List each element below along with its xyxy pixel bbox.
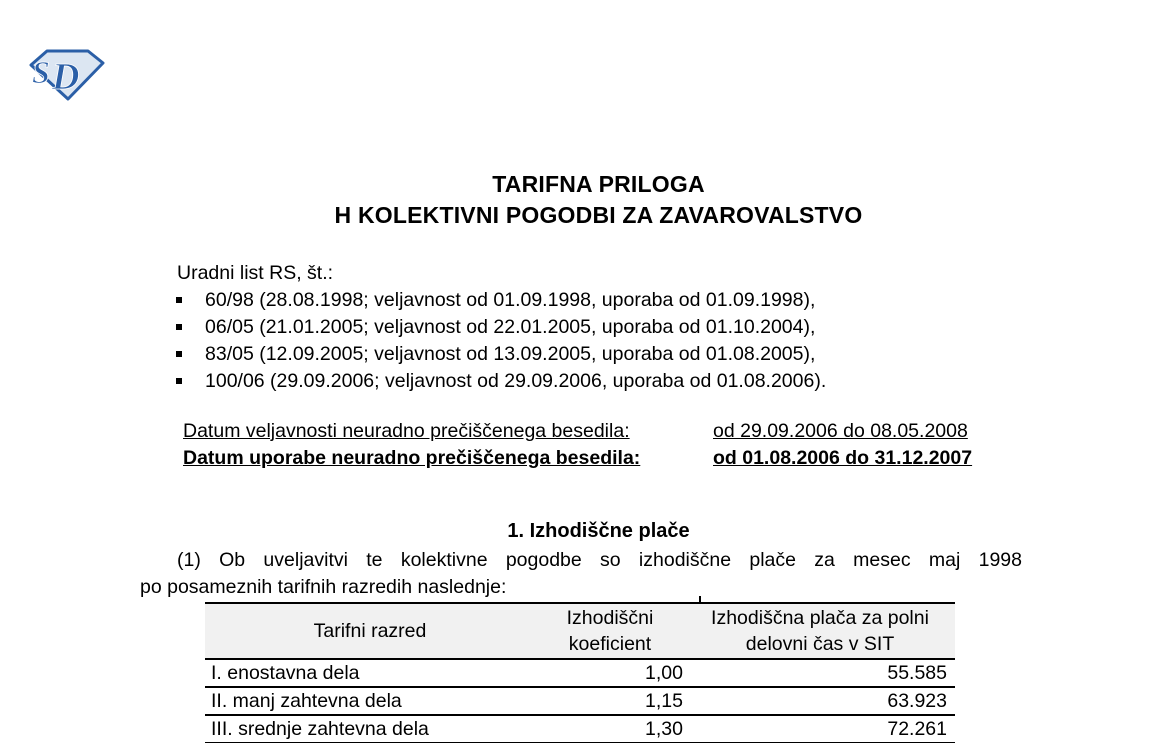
document-title-line1: TARIFNA PRILOGA	[492, 171, 705, 197]
gazette-item-text: 100/06 (29.09.2006; veljavnost od 29.09.2006, uporaba od 01.08.2006).	[205, 370, 827, 392]
gazette-item-text: 83/05 (12.09.2005; veljavnost od 13.09.2005, uporaba od 01.08.2005),	[205, 343, 816, 365]
document-title-line2: H KOLEKTIVNI POGODBI ZA ZAVAROVALSTVO	[334, 202, 863, 228]
table-cell-placa: 63.923	[685, 687, 955, 715]
table-cell-razred: I. enostavna dela	[205, 659, 535, 687]
table-cell-koeficient: 1,00	[535, 659, 685, 687]
document-title	[40, 169, 1157, 231]
salary-table	[205, 602, 955, 743]
table-cell-koeficient: 1,15	[535, 687, 685, 715]
application-date-value: od 01.08.2006 do 31.12.2007	[713, 447, 973, 469]
validity-date-label: Datum veljavnosti neuradno prečiščenega besedila:	[183, 420, 630, 442]
bullet-square-icon	[176, 324, 182, 330]
table-row	[205, 687, 955, 715]
gazette-intro: Uradni list RS, št.:	[177, 262, 334, 284]
paragraph-line-2: po posameznih tarifnih razredih naslednje:	[140, 576, 507, 598]
table-cell-koeficient: 1,30	[535, 715, 685, 743]
gazette-item-text: 60/98 (28.08.1998; veljavnost od 01.09.1998, uporaba od 01.09.1998),	[205, 289, 816, 311]
gazette-item	[176, 369, 826, 396]
table-row	[205, 659, 955, 687]
gazette-item	[176, 288, 826, 315]
table-cell-placa: 72.261	[685, 715, 955, 743]
paragraph-line-1: (1) Ob uveljavitvi te kolektivne pogodbe so izhodiščne plače za mesec maj 1998	[177, 549, 1022, 571]
table-header-izhodiscni-koeficient: Izhodiščni koeficient	[535, 603, 685, 659]
gazette-item	[176, 342, 826, 369]
table-cell-razred: III. srednje zahtevna dela	[205, 715, 535, 743]
table-cell-placa: 55.585	[685, 659, 955, 687]
section-1-heading: 1. Izhodiščne plače	[507, 520, 690, 542]
section-1-paragraph	[140, 547, 1022, 601]
gazette-list	[176, 288, 826, 396]
table-header-row	[205, 603, 955, 659]
svg-text:D: D	[52, 56, 80, 98]
table-header-izhodiscna-placa: Izhodiščna plača za polni delovni čas v SIT	[685, 603, 955, 659]
svg-text:S: S	[32, 54, 50, 90]
table-header-tarifni-razred: Tarifni razred	[205, 603, 535, 659]
bullet-square-icon	[176, 351, 182, 357]
bullet-square-icon	[176, 297, 182, 303]
sd-diamond-logo-icon	[28, 46, 106, 102]
gazette-item	[176, 315, 826, 342]
table-cell-razred: II. manj zahtevna dela	[205, 687, 535, 715]
validity-date-value: od 29.09.2006 do 08.05.2008	[713, 420, 968, 442]
application-date-label: Datum uporabe neuradno prečiščenega besedila:	[183, 447, 641, 469]
gazette-item-text: 06/05 (21.01.2005; veljavnost od 22.01.2005, uporaba od 01.10.2004),	[205, 316, 816, 338]
bullet-square-icon	[176, 378, 182, 384]
table-row	[205, 715, 955, 743]
